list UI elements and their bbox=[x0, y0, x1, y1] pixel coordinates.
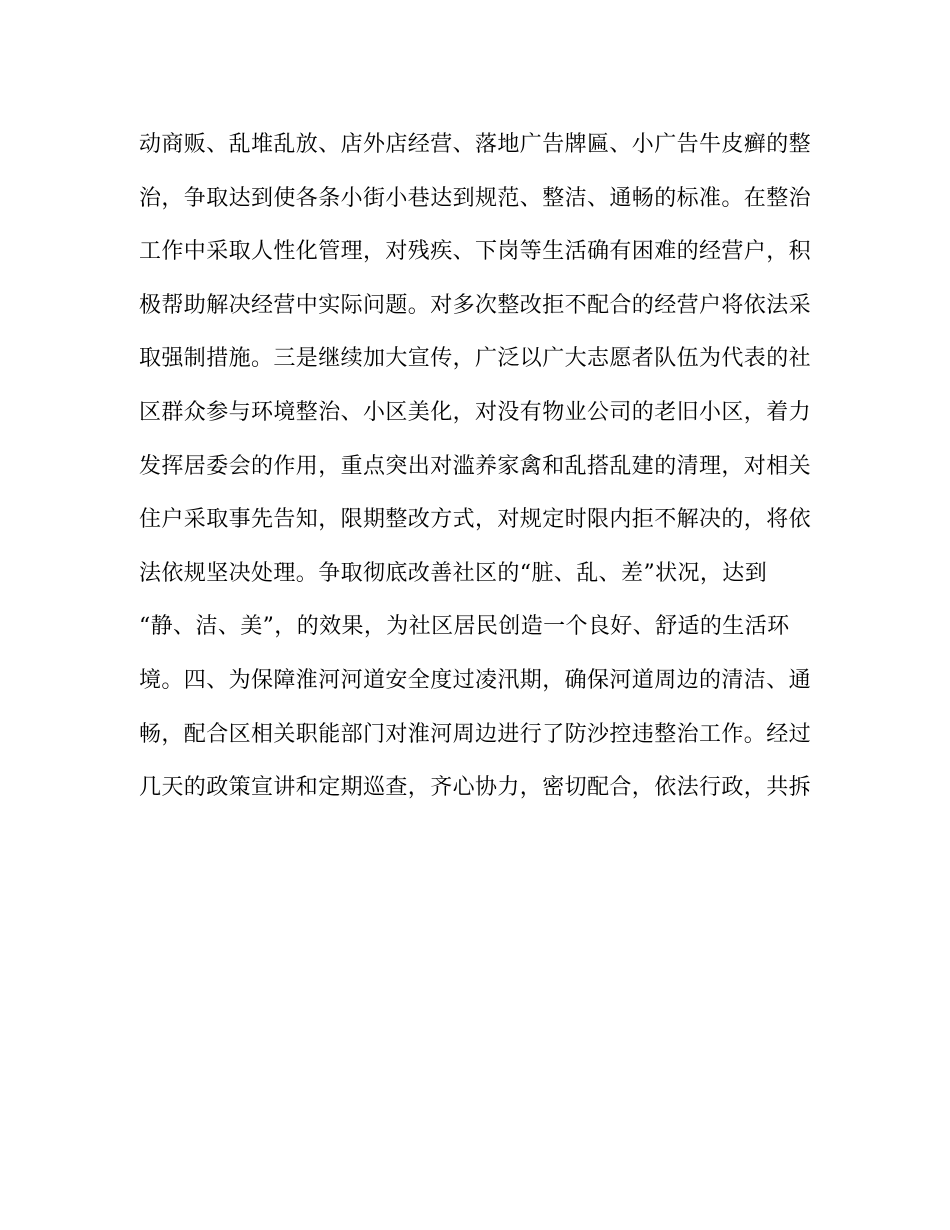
text-line: “静、洁、美”，的效果，为社区居民创造一个良好、舒适的生活环 bbox=[139, 614, 790, 640]
text-line: 治，争取达到使各条小街小巷达到规范、整洁、通畅的标准。在整治 bbox=[139, 185, 812, 211]
text-line: 几天的政策宣讲和定期巡查，齐心协力，密切配合，依法行政，共拆 bbox=[139, 775, 812, 801]
text-line: 区群众参与环境整治、小区美化，对没有物业公司的老旧小区，着力 bbox=[139, 399, 812, 425]
text-line: 工作中采取人性化管理，对残疾、下岗等生活确有困难的经营户，积 bbox=[139, 239, 812, 265]
text-line: 发挥居委会的作用，重点突出对滥养家禽和乱搭乱建的清理，对相关 bbox=[139, 453, 812, 479]
text-line: 取强制措施。三是继续加大宣传，广泛以广大志愿者队伍为代表的社 bbox=[139, 346, 812, 372]
text-line: 畅，配合区相关职能部门对淮河周边进行了防沙控违整治工作。经过 bbox=[139, 721, 812, 747]
text-line: 境。四、为保障淮河河道安全度过凌汛期，确保河道周边的清洁、通 bbox=[139, 667, 812, 693]
text-line: 住户采取事先告知，限期整改方式，对规定时限内拒不解决的，将依 bbox=[139, 507, 812, 533]
body-text bbox=[139, 122, 812, 819]
text-line: 法依规坚决处理。争取彻底改善社区的“脏、乱、差”状况，达到 bbox=[139, 560, 768, 586]
text-line: 动商贩、乱堆乱放、店外店经营、落地广告牌匾、小广告牛皮癣的整 bbox=[139, 132, 812, 157]
text-line: 极帮助解决经营中实际问题。对多次整改拒不配合的经营户将依法采 bbox=[139, 292, 812, 318]
